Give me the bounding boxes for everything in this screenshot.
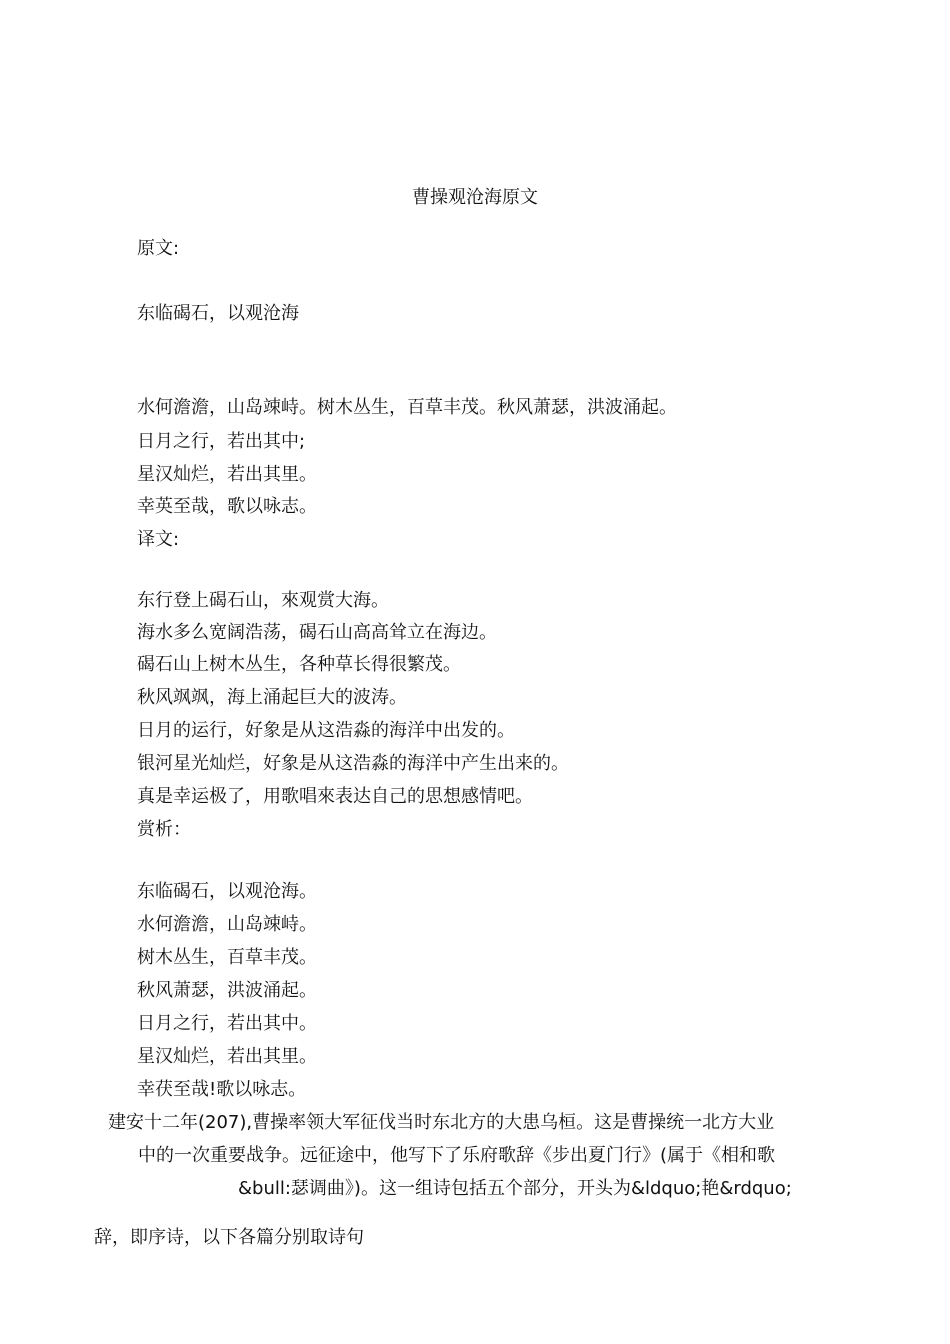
original-line: 幸英至哉，歌以咏志。 xyxy=(137,496,317,517)
original-heading: 东临碣石，以观沧海 xyxy=(137,303,299,324)
translation-line: 日月的运行，好象是从这浩淼的海洋中出发的。 xyxy=(137,720,515,741)
appreciation-line: 秋风萧瑟，洪波涌起。 xyxy=(137,980,317,1001)
appreciation-line: 星汉灿烂，若出其里。 xyxy=(137,1046,317,1067)
original-line: 星汉灿烂，若出其里。 xyxy=(137,464,317,485)
translation-line: 海水多么宽阔浩荡，碣石山高高耸立在海边。 xyxy=(137,622,497,643)
original-line: 日月之行，若出其中; xyxy=(137,431,306,452)
appreciation-line: 日月之行，若出其中。 xyxy=(137,1013,317,1034)
original-line: 水何澹澹，山岛竦峙。树木丛生，百草丰茂。秋风萧瑟，洪波涌起。 xyxy=(137,397,677,418)
document-title: 曹操观沧海原文 xyxy=(412,187,538,208)
original-label: 原文: xyxy=(137,238,180,259)
appreciation-line: 水何澹澹，山岛竦峙。 xyxy=(137,914,317,935)
translation-label: 译文: xyxy=(137,529,180,550)
translation-line: 真是幸运极了，用歌唱來表达自己的思想感情吧。 xyxy=(137,786,533,807)
translation-line: 碣石山上树木丛生，各种草长得很繁茂。 xyxy=(137,654,461,675)
paragraph-line: 中的一次重要战争。远征途中，他写下了乐府歌辞《步出夏门行》(属于《相和歌 xyxy=(138,1145,776,1166)
appreciation-line: 树木丛生，百草丰茂。 xyxy=(137,947,317,968)
translation-line: 银河星光灿烂，好象是从这浩淼的海洋中产生出来的。 xyxy=(137,753,569,774)
paragraph-line: &bull:瑟调曲》)。这一组诗包括五个部分，开头为&ldquo;艳&rdquo; xyxy=(238,1178,792,1199)
appreciation-label: 赏析： xyxy=(137,819,191,840)
paragraph-line: 辞，即序诗，以下各篇分别取诗句 xyxy=(94,1227,364,1248)
translation-line: 秋风飒飒，海上涌起巨大的波涛。 xyxy=(137,687,407,708)
appreciation-line: 东临碣石，以观沧海。 xyxy=(137,881,317,902)
translation-line: 东行登上碣石山，來观赏大海。 xyxy=(137,590,389,611)
appreciation-line: 幸茯至哉!歌以咏志。 xyxy=(137,1079,307,1100)
paragraph-line: 建安十二年(207),曹操率领大军征伐当时东北方的大患乌桓。这是曹操统一北方大业 xyxy=(108,1112,775,1133)
